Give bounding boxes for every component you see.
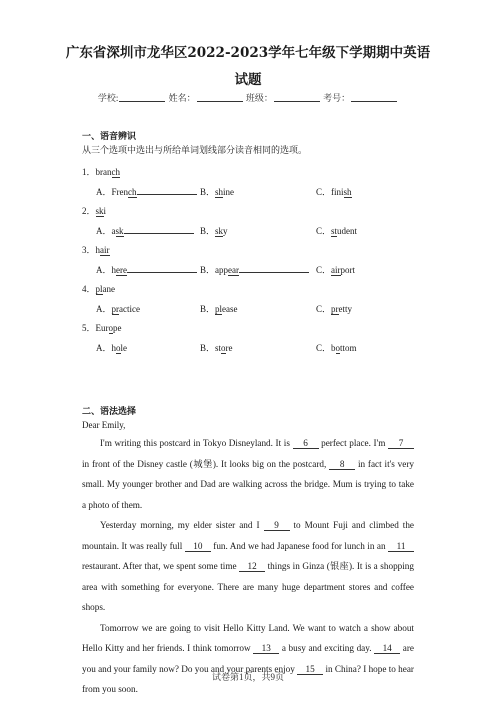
option-word-text: b (331, 343, 336, 353)
option-label: C． (316, 343, 332, 353)
option-word-underlined: o (116, 343, 121, 353)
option-word-text: h (111, 265, 116, 275)
question-number: 5． (82, 323, 96, 333)
title-line-2: 试题 (234, 72, 262, 88)
passage-text: in front of the Disney castle (城堡). It looks big on the postcard, (82, 458, 330, 469)
blank-10[interactable]: 10 (185, 541, 211, 552)
option-3-a[interactable] (96, 263, 197, 276)
question-word-text: h (95, 245, 101, 255)
question-number: 3． (82, 245, 96, 255)
option-label: C． (316, 226, 332, 236)
option-word-underlined: ch (128, 187, 137, 197)
option-3-b[interactable] (200, 263, 309, 276)
question-number: 1． (82, 167, 96, 177)
option-word-text: a (111, 226, 116, 236)
blank-15[interactable]: 15 (297, 664, 323, 675)
question-word-underlined: ch (111, 167, 121, 177)
option-word (215, 304, 238, 315)
question-word-underlined: o (108, 323, 114, 333)
option-label: A． (96, 226, 112, 236)
option-label: A． (96, 187, 112, 197)
option-4-a[interactable] (96, 302, 140, 315)
passage-text: fun. And we had Japanese food for lunch in an (210, 540, 388, 551)
option-word (331, 304, 352, 315)
option-label: C． (316, 187, 332, 197)
passage-text: Yesterday morning, my elder sister and I (100, 520, 264, 530)
option-word-text: fini (331, 187, 344, 197)
option-word (112, 226, 124, 237)
option-word-underlined: pr (111, 304, 119, 314)
section-instruction: 从三个选项中选出与所给单词划线部分读音相同的选项。 (82, 145, 308, 155)
option-word-underlined: sk (215, 226, 224, 236)
option-label: B． (200, 226, 216, 236)
option-label: C． (316, 265, 332, 275)
question-word-text: ane (102, 284, 116, 294)
option-word (215, 226, 228, 237)
blank-7[interactable]: 7 (388, 438, 414, 449)
option-word-text: Fren (111, 187, 128, 197)
option-4-b[interactable] (200, 302, 238, 315)
question-number: 2． (82, 206, 96, 216)
option-word-text: ttom (340, 343, 357, 353)
option-rule (137, 194, 197, 195)
blank-6[interactable]: 6 (293, 438, 319, 449)
question-number: 4． (82, 284, 96, 294)
letter-greeting: Dear Emily, (82, 420, 126, 430)
title-line-1: 广东省深圳市龙华区2022-2023学年七年级下学期期中英语 (65, 45, 431, 61)
option-word-underlined: ere (116, 265, 127, 275)
section-heading-phonetics: 一、语音辨识 (82, 132, 137, 142)
option-word-underlined: air (331, 265, 341, 275)
option-rule (239, 272, 309, 273)
passage-text: restaurant. After that, we spent some time (82, 561, 240, 571)
blank-13[interactable]: 13 (253, 643, 279, 654)
passage-text: to Mount Fuji and climbed the mountain. It was really full (82, 520, 415, 551)
exam-number-label: 考号： (323, 93, 351, 103)
option-word (331, 343, 357, 354)
question-word-text: bran (95, 167, 112, 177)
question-4 (82, 283, 115, 295)
option-label: A． (96, 343, 112, 353)
question-word-underlined: sk (95, 206, 104, 216)
paragraph-2 (82, 515, 414, 618)
name-label: 姓名： (168, 93, 196, 103)
option-1-c[interactable] (316, 185, 352, 198)
option-word-text: h (111, 343, 116, 353)
page-footer: 试卷第1页，共9页 (211, 672, 284, 682)
question-word-text: pe (113, 323, 122, 333)
option-word (331, 187, 352, 198)
option-word-text: udent (337, 226, 358, 236)
name-blank[interactable] (197, 101, 243, 102)
option-word (331, 265, 355, 276)
option-word-underlined: o (221, 343, 226, 353)
section-heading-grammar: 二、语法选择 (82, 407, 137, 417)
option-1-a[interactable] (96, 185, 197, 198)
question-5 (82, 322, 122, 334)
option-word-underlined: pr (331, 304, 339, 314)
paragraph-3 (82, 618, 414, 700)
letter-body (82, 433, 414, 700)
option-word-underlined: sk (115, 226, 124, 236)
option-word (112, 265, 128, 276)
passage-text: Tomorrow we are going to visit Hello Kitty Land. We want to watch a show about Hello Kitty and her friends. I think tomorrow (82, 622, 414, 653)
option-label: B． (200, 304, 216, 314)
option-word-text: ease (222, 304, 238, 314)
option-word (112, 304, 140, 315)
passage-text: I'm writing this postcard in Tokyo Disneyland. It is (100, 438, 293, 448)
option-label: B． (200, 343, 216, 353)
option-label: A． (96, 265, 112, 275)
option-5-c[interactable] (316, 341, 357, 354)
option-word (215, 265, 239, 276)
option-1-b[interactable] (200, 185, 234, 198)
option-word (215, 187, 234, 198)
option-label: B． (200, 187, 216, 197)
option-word-underlined: sh (343, 187, 352, 197)
option-word-text: le (120, 343, 127, 353)
option-word-underlined: o (335, 343, 341, 353)
option-4-c[interactable] (316, 302, 352, 315)
option-word-text: y (223, 226, 228, 236)
student-info-row (0, 91, 496, 104)
option-2-c[interactable] (316, 224, 357, 237)
option-word (112, 343, 128, 354)
option-word-text: re (225, 343, 233, 353)
option-word-text: etty (338, 304, 353, 314)
passage-text: a busy and exciting day. (279, 643, 375, 653)
option-word (331, 226, 357, 237)
blank-14[interactable]: 14 (374, 643, 400, 654)
question-2 (82, 205, 106, 217)
question-3 (82, 244, 110, 256)
option-word-underlined: st (331, 226, 338, 236)
option-label: B． (200, 265, 216, 275)
option-rule (124, 233, 194, 234)
school-blank[interactable] (119, 101, 165, 102)
question-1 (82, 166, 120, 178)
blank-11[interactable]: 11 (388, 541, 414, 552)
option-5-b[interactable] (200, 341, 233, 354)
option-word-text: port (340, 265, 356, 275)
passage-text: in fact it's very small. My younger brother and Dad are walking across the bridge. Mum is trying to take a photo of them. (82, 458, 415, 510)
option-label: C． (316, 304, 332, 314)
class-label: 班级： (245, 93, 273, 103)
question-word-text: Eur (95, 323, 109, 333)
option-word-text: app (215, 265, 229, 275)
question-word (96, 206, 107, 217)
exam-title (60, 40, 436, 94)
option-word (215, 343, 233, 354)
option-word-text: st (215, 343, 222, 353)
passage-text: perfect place. I'm (318, 438, 388, 448)
passage-text: are you and your family now? Do you and your parents enjoy (82, 643, 414, 674)
option-word-text: actice (119, 304, 140, 314)
passage-text: things in Ginza (银座). It is a shopping area with something for everyone. There are many huge department stores and coffee shops. (82, 561, 414, 612)
question-word-text: i (103, 206, 107, 216)
option-3-c[interactable] (316, 263, 355, 276)
blank-9[interactable]: 9 (264, 520, 290, 531)
question-word (96, 245, 110, 256)
option-2-a[interactable] (96, 224, 194, 237)
option-word-underlined: pl (215, 304, 223, 314)
school-label: 学校: (97, 93, 119, 103)
option-2-b[interactable] (200, 224, 228, 237)
exam-number-blank[interactable] (351, 101, 397, 102)
class-blank[interactable] (274, 101, 320, 102)
option-label: A． (96, 304, 112, 314)
question-word (96, 167, 121, 178)
question-word-underlined: pl (95, 284, 103, 294)
question-word-underlined: air (100, 245, 110, 255)
question-word (96, 323, 122, 334)
question-word (96, 284, 116, 295)
option-5-a[interactable] (96, 341, 127, 354)
option-word (112, 187, 137, 198)
paragraph-1 (82, 433, 414, 515)
passage-text: in China? I hope to hear from you soon. (82, 663, 414, 694)
option-word-underlined: sh (215, 187, 224, 197)
option-word-text: ine (223, 187, 235, 197)
option-word-underlined: ear (228, 265, 240, 275)
blank-12[interactable]: 12 (239, 561, 265, 572)
option-rule (127, 272, 197, 273)
blank-8[interactable]: 8 (329, 459, 355, 470)
